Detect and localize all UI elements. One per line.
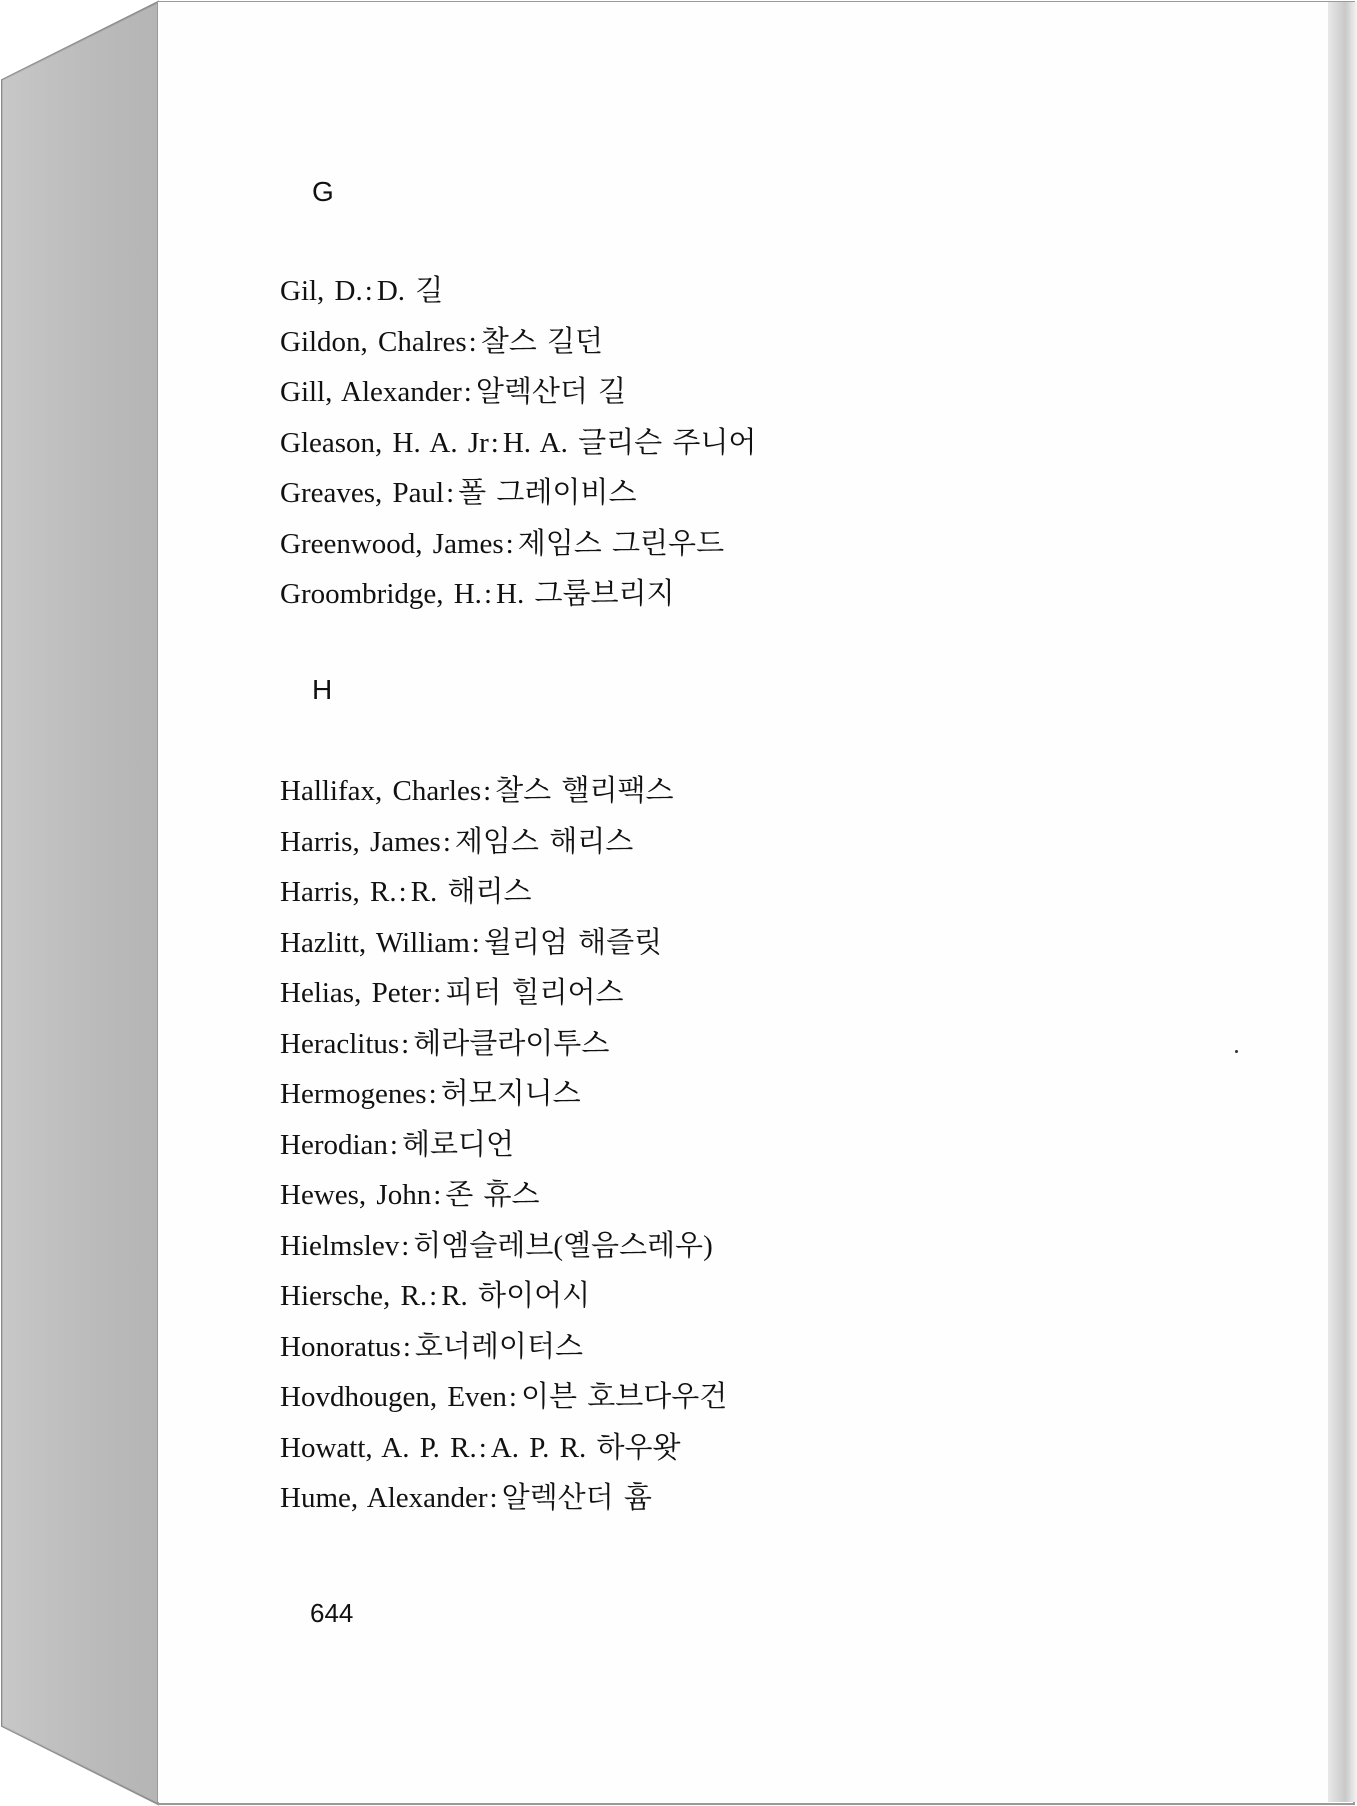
index-entry: Hovdhougen, Even: 이븐 호브다우건 — [280, 1381, 728, 1413]
index-entry: Gil, D.: D. 길 — [280, 275, 444, 307]
page-number: 644 — [310, 1598, 354, 1628]
index-entry: Hazlitt, William: 윌리엄 해즐릿 — [280, 926, 663, 959]
index-entry: Gill, Alexander: 알렉산더 길 — [280, 376, 627, 408]
index-entry: Hermogenes: 허모지니스 — [280, 1078, 581, 1110]
index-entry: Gildon, Chalres: 찰스 길던 — [280, 325, 604, 358]
page-edge-shadow — [1328, 2, 1357, 1802]
index-entry: Gleason, H. A. Jr: H. A. 글리슨 주니어 — [280, 426, 757, 459]
index-entry: Helias, Peter: 피터 힐리어스 — [280, 977, 624, 1009]
index-entry: Greaves, Paul: 폴 그레이비스 — [280, 477, 637, 509]
index-entry: Hewes, John: 존 휴스 — [280, 1179, 540, 1211]
section-heading-h: H — [312, 674, 333, 705]
section-heading-g: G — [312, 176, 334, 207]
index-entry: Honoratus: 호너레이터스 — [280, 1330, 583, 1363]
index-entry: Groombridge, H.: H. 그룸브리지 — [280, 578, 675, 610]
index-entry: Greenwood, James: 제임스 그린우드 — [280, 527, 725, 560]
stray-dot — [1235, 1050, 1238, 1053]
index-entry: Harris, R.: R. 해리스 — [280, 876, 532, 908]
index-entry: Howatt, A. P. R.: A. P. R. 하우왓 — [280, 1431, 681, 1464]
index-entry: Hielmslev: 히엠슬레브(옐음스레우) — [280, 1229, 713, 1262]
index-entry: Harris, James: 제임스 해리스 — [280, 825, 634, 858]
index-entry: Heraclitus: 헤라클라이투스 — [280, 1027, 610, 1060]
index-entry: Hume, Alexander: 알렉산더 흄 — [280, 1482, 652, 1514]
index-entry: Hallifax, Charles: 찰스 핼리팩스 — [280, 775, 674, 807]
index-entry: Hiersche, R.: R. 하이어시 — [280, 1280, 591, 1312]
index-list-h — [280, 766, 727, 1524]
index-entry: Herodian: 헤로디언 — [280, 1128, 515, 1161]
index-list-g — [280, 266, 756, 620]
